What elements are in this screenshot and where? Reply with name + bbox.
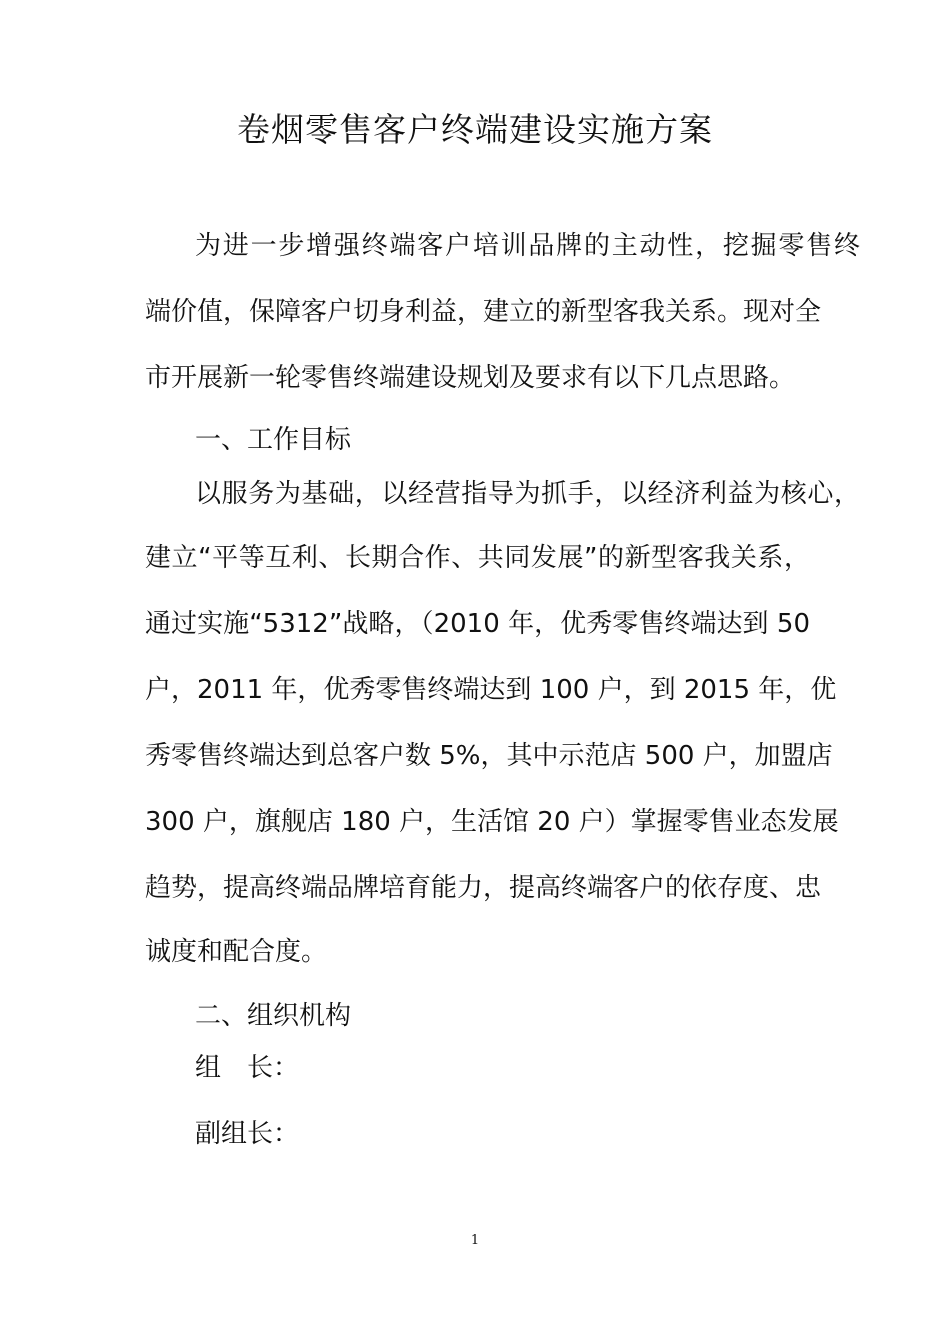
goals-line-6: 300 户，旗舰店 180 户，生活馆 20 户）掌握零售业态发展 xyxy=(145,807,839,837)
section-heading-goals: 一、工作目标 xyxy=(195,425,352,455)
intro-line-1: 为进一步增强终端客户培训品牌的主动性，挖掘零售终 xyxy=(195,231,860,261)
leader-label: 组 长： xyxy=(195,1053,300,1083)
intro-line-2: 端价值，保障客户切身利益，建立的新型客我关系。现对全 xyxy=(145,297,822,327)
goals-line-2: 建立“平等互利、长期合作、共同发展”的新型客我关系， xyxy=(145,543,810,573)
document-title: 卷烟零售客户终端建设实施方案 xyxy=(237,110,713,149)
goals-line-3: 通过实施“5312”战略，（2010 年，优秀零售终端达到 50 xyxy=(145,609,810,639)
section-heading-organization: 二、组织机构 xyxy=(195,1001,352,1031)
goals-line-8: 诚度和配合度。 xyxy=(145,937,328,967)
goals-line-7: 趋势，提高终端品牌培育能力，提高终端客户的依存度、忠 xyxy=(145,873,822,903)
goals-line-1: 以服务为基础，以经营指导为抓手，以经济利益为核心， xyxy=(195,479,860,509)
page-number: 1 xyxy=(470,1233,480,1248)
deputy-leader-label: 副组长： xyxy=(195,1119,300,1149)
goals-line-4: 户，2011 年，优秀零售终端达到 100 户，到 2015 年，优 xyxy=(145,675,837,705)
goals-line-5: 秀零售终端达到总客户数 5%，其中示范店 500 户，加盟店 xyxy=(145,741,833,771)
intro-line-3: 市开展新一轮零售终端建设规划及要求有以下几点思路。 xyxy=(145,363,796,393)
